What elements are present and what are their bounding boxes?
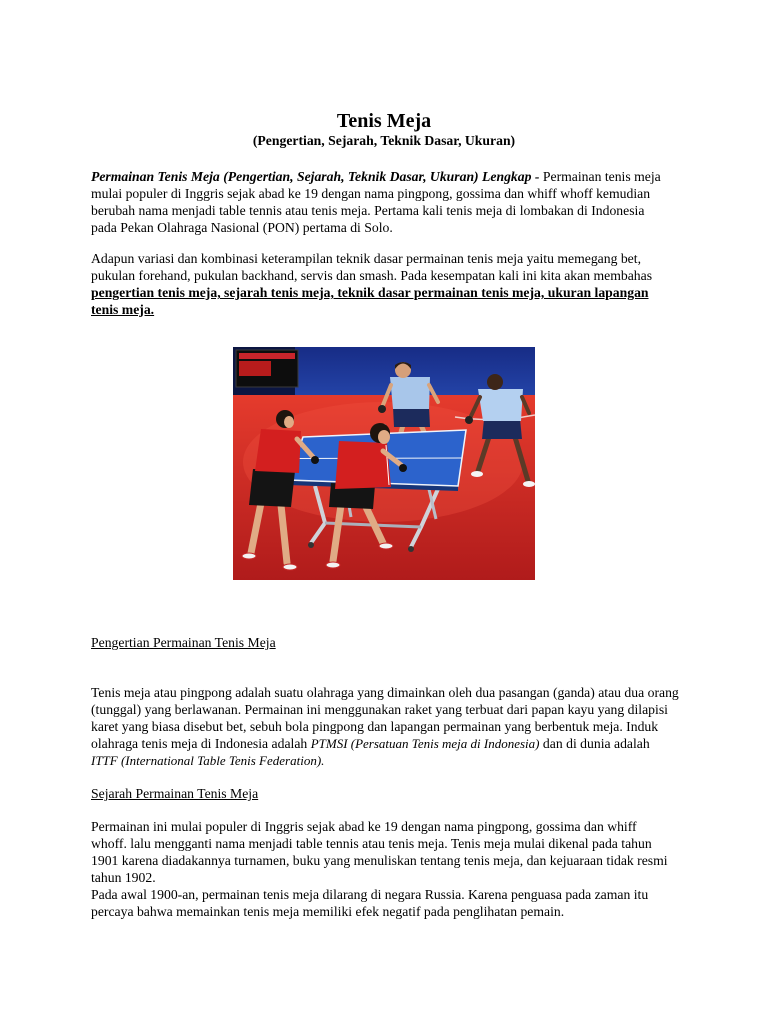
player-2-shoe-right: [379, 543, 393, 549]
player-3-racket: [378, 405, 386, 413]
history-heading-block: [91, 785, 258, 802]
article-photo: [233, 347, 535, 580]
player-4-shorts: [482, 419, 522, 439]
overview-line-2: pukulan forehand, pukulan backhand, servis dan smash. Pada kesempatan kali ini kita akan membahas: [91, 268, 653, 283]
table-wheel-right: [408, 546, 414, 552]
page-title: Tenis Meja: [336, 110, 432, 132]
definition-line-3: karet yang biasa disebut bet, sebuh bola pingpong dan lapangan permainan yang berbentuk meja. Induk: [91, 719, 659, 734]
player-1-racket: [311, 456, 319, 464]
definition-line-4-end: dan di dunia adalah: [539, 736, 650, 751]
definition-line-4: [91, 735, 679, 752]
definition-heading-block: [91, 634, 276, 651]
history-line-1: Permainan ini mulai populer di Inggris sejak abad ke 19 dengan nama pingpong, gossima dan whiff: [91, 819, 637, 834]
overview-paragraph: [91, 250, 652, 318]
intro-line-3: berubah nama menjadi table tennis atau tenis meja. Pertama kali tenis meja di lombakan di Indonesia: [91, 203, 645, 218]
table-tennis-photo: [233, 347, 535, 580]
player-4-shoe-left: [471, 471, 483, 477]
history-line-4: tahun 1902.: [91, 870, 156, 885]
player-2-shirt: [335, 441, 391, 489]
player-4-racket: [465, 416, 473, 424]
ittf-name: ITTF (International Table Tenis Federation).: [91, 753, 325, 768]
player-1-shirt: [255, 429, 301, 473]
player-4-shirt: [478, 389, 523, 421]
definition-line-4-start: olahraga tenis meja di Indonesia adalah: [91, 736, 311, 751]
history-heading: Sejarah Permainan Tenis Meja: [91, 786, 259, 801]
intro-paragraph: [91, 168, 661, 236]
player-2-face: [378, 430, 390, 444]
page-subtitle: (Pengertian, Sejarah, Teknik Dasar, Ukuran): [252, 133, 516, 148]
intro-line-1: [91, 168, 661, 185]
definition-line-5: [91, 752, 679, 769]
overview-topics-text-1: pengertian tenis meja, sejarah tenis meja, teknik dasar permainan tenis meja, ukuran lapangan: [91, 285, 649, 300]
scoreboard-score-panel: [239, 361, 271, 376]
history-line-2: whoff. lalu mengganti nama menjadi table tennis atau tenis meja. Tenis meja mulai dikenal pada tahun: [91, 836, 652, 851]
player-2-racket: [399, 464, 407, 472]
player-1-face: [284, 416, 294, 428]
intro-lead: Permainan Tenis Meja (Pengertian, Sejarah, Teknik Dasar, Ukuran) Lengkap -: [91, 169, 540, 184]
player-1-shoe-left: [242, 553, 256, 559]
history-line-3: 1901 karena diadakannya turnamen, buku yang menuliskan tentang tenis meja, dan kejuaraan tidak resmi: [91, 853, 668, 868]
overview-line-1: Adapun variasi dan kombinasi keterampilan teknik dasar permainan tenis meja yaitu memegang bet,: [91, 251, 641, 266]
definition-line-1: Tenis meja atau pingpong adalah suatu olahraga yang dimainkan oleh dua pasangan (ganda) atau dua orang: [91, 685, 679, 700]
definition-heading-line: [91, 634, 276, 651]
player-2-shoe-left: [326, 562, 340, 568]
table-wheel-left: [308, 542, 314, 548]
intro-line-2: mulai populer di Inggris sejak abad ke 19 dengan nama pingpong, gossima dan whiff whoff kemudian: [91, 186, 651, 201]
history-heading-line: [91, 785, 258, 802]
overview-topics-line-2: [91, 301, 652, 318]
overview-topics-line-1: [91, 284, 652, 301]
player-4-head: [487, 374, 503, 390]
intro-line-1-text: Permainan tenis meja: [539, 169, 661, 184]
definition-paragraph: [91, 684, 679, 769]
definition-line-2: (tunggal) yang berlawanan. Permainan ini menggunakan raket yang terbuat dari papan kayu yang dilapisi: [91, 702, 668, 717]
player-1-shoe-right: [283, 564, 297, 570]
player-3-shorts: [393, 407, 430, 427]
player-4-shoe-right: [523, 481, 535, 487]
overview-topics-text-2: tenis meja.: [91, 302, 155, 317]
definition-heading: Pengertian Permainan Tenis Meja: [91, 635, 276, 650]
history-paragraph: [91, 818, 668, 920]
player-1-shorts: [249, 469, 295, 507]
scoreboard-name-bar: [239, 353, 295, 359]
player-3-shirt: [390, 377, 430, 409]
ptmsi-name: PTMSI (Persatuan Tenis meja di Indonesia): [310, 736, 540, 751]
history-line-6: percaya bahwa memainkan tenis meja memiliki efek negatif pada penglihatan pemain.: [91, 904, 565, 919]
history-line-5: Pada awal 1900-an, permainan tenis meja dilarang di negara Russia. Karena penguasa pada zaman itu: [91, 887, 649, 902]
intro-line-4: pada Pekan Olahraga Nasional (PON) pertama di Solo.: [91, 220, 393, 235]
